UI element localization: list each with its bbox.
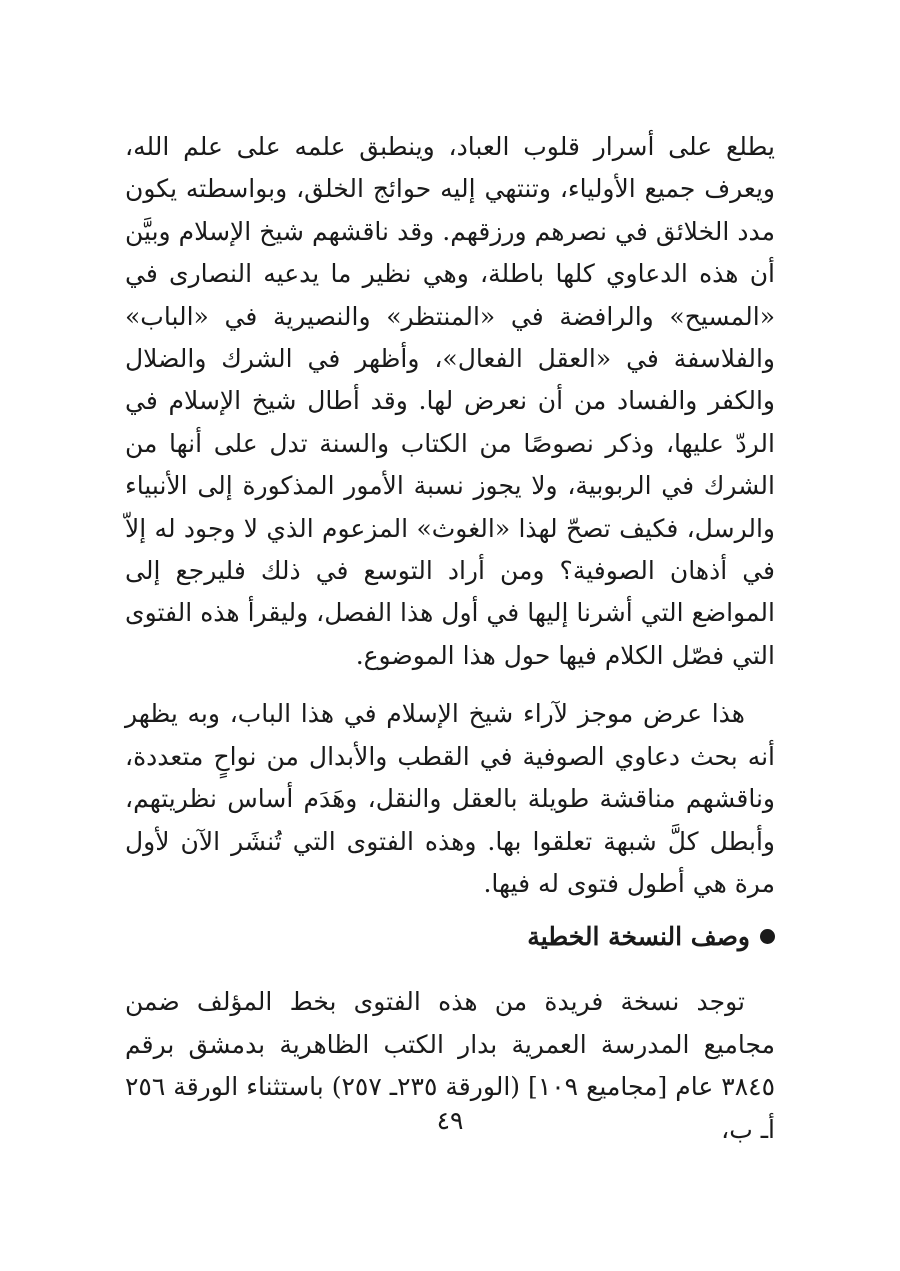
paragraph-1: يطلع على أسرار قلوب العباد، وينطبق علمه على علم الله، ويعرف جميع الأولياء، وتنتهي إليه حوائج الخلق، وبواسطته يكون مدد الخلائق في نصرهم ورزقهم. وقد ناقشهم شيخ الإسلام وبيَّن أن هذه الدعاوي كلها باطلة، وهي نظير ما يدعيه النصارى في «المسيح» والرافضة في «المنتظر» والنصيرية في «الباب» والفلاسفة في «العقل الفعال»، وأظهر في الشرك والضلال والكفر والفساد من أن نعرض لها. وقد أطال شيخ الإسلام في الردّ عليها، وذكر نصوصًا من الكتاب والسنة تدل على أنها من الشرك في الربوبية، ولا يجوز نسبة الأمور المذكورة إلى الأنبياء والرسل، فكيف تصحّ لهذا «الغوث» المزعوم الذي لا وجود له إلاّ في أذهان الصوفية؟ ومن أراد التوسع في ذلك فليرجع إلى المواضع التي أشرنا إليها في أول هذا الفصل، وليقرأ هذه الفتوى التي فصّل الكلام فيها حول هذا الموضوع. <box>125 132 775 670</box>
section-heading-text: وصف النسخة الخطية <box>527 921 750 951</box>
page-body <box>125 126 775 1151</box>
paragraph-3: توجد نسخة فريدة من هذه الفتوى بخط المؤلف ضمن مجاميع المدرسة العمرية بدار الكتب الظاهرية بدمشق برقم ٣٨٤٥ عام [مجاميع ١٠٩] (الورقة ٢٣٥ـ ٢٥٧) باستثناء الورقة ٢٥٦ أـ ب، <box>125 987 775 1144</box>
page-number: ٤٩ <box>436 1106 464 1135</box>
paragraph-2: هذا عرض موجز لآراء شيخ الإسلام في هذا الباب، وبه يظهر أنه بحث دعاوي الصوفية في القطب والأبدال من نواحٍ متعددة، وناقشهم مناقشة طويلة بالعقل والنقل، وهَدَم أساس نظريتهم، وأبطل كلَّ شبهة تعلقوا بها. وهذه الفتوى التي تُنشَر الآن لأول مرة هي أطول فتوى له فيها. <box>125 699 775 898</box>
bullet-icon <box>760 929 775 944</box>
section-heading <box>125 915 775 957</box>
